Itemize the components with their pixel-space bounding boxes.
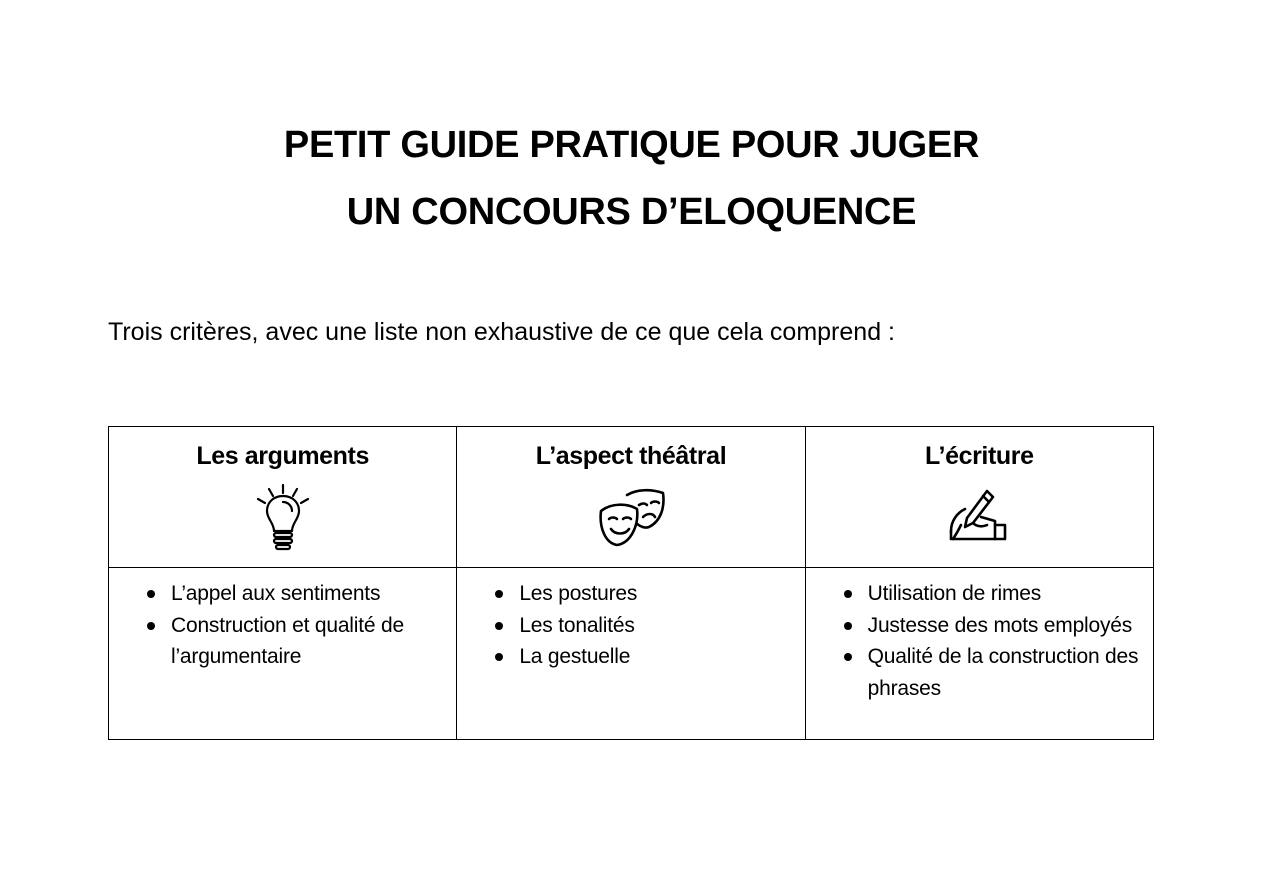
list-item: Utilisation de rimes bbox=[868, 578, 1145, 610]
bullet-list bbox=[806, 578, 1153, 704]
criterion-header-writing bbox=[805, 427, 1153, 568]
list-item: Construction et qualité de l’argumentaire bbox=[171, 610, 448, 673]
criterion-label: Les arguments bbox=[196, 442, 369, 470]
criterion-label: L’aspect théâtral bbox=[535, 442, 727, 470]
title-line-1: PETIT GUIDE PRATIQUE POUR JUGER bbox=[283, 124, 980, 166]
list-item: Justesse des mots employés bbox=[868, 610, 1145, 642]
criterion-items-writing bbox=[805, 568, 1153, 740]
criteria-header-row bbox=[109, 427, 1154, 568]
criterion-label: L’écriture bbox=[925, 442, 1034, 470]
criterion-items-theatre bbox=[457, 568, 805, 740]
criteria-table bbox=[108, 426, 1154, 740]
lightbulb-icon bbox=[247, 481, 319, 553]
bullet-list bbox=[109, 578, 456, 673]
writing-hand-icon bbox=[943, 481, 1015, 553]
list-item: L’appel aux sentiments bbox=[171, 578, 448, 610]
list-item: La gestuelle bbox=[519, 641, 796, 673]
criterion-header-theatre bbox=[457, 427, 805, 568]
theater-masks-icon bbox=[595, 481, 667, 553]
list-item: Qualité de la construction des phrases bbox=[868, 641, 1145, 704]
page-title bbox=[0, 112, 1263, 246]
intro-text: Trois critères, avec une liste non exhaustive de ce que cela comprend : bbox=[108, 318, 895, 346]
criteria-body-row bbox=[109, 568, 1154, 740]
title-line-2: UN CONCOURS D’ELOQUENCE bbox=[346, 191, 917, 233]
list-item: Les tonalités bbox=[519, 610, 796, 642]
criterion-items-arguments bbox=[109, 568, 457, 740]
criterion-header-arguments bbox=[109, 427, 457, 568]
list-item: Les postures bbox=[519, 578, 796, 610]
bullet-list bbox=[457, 578, 804, 673]
